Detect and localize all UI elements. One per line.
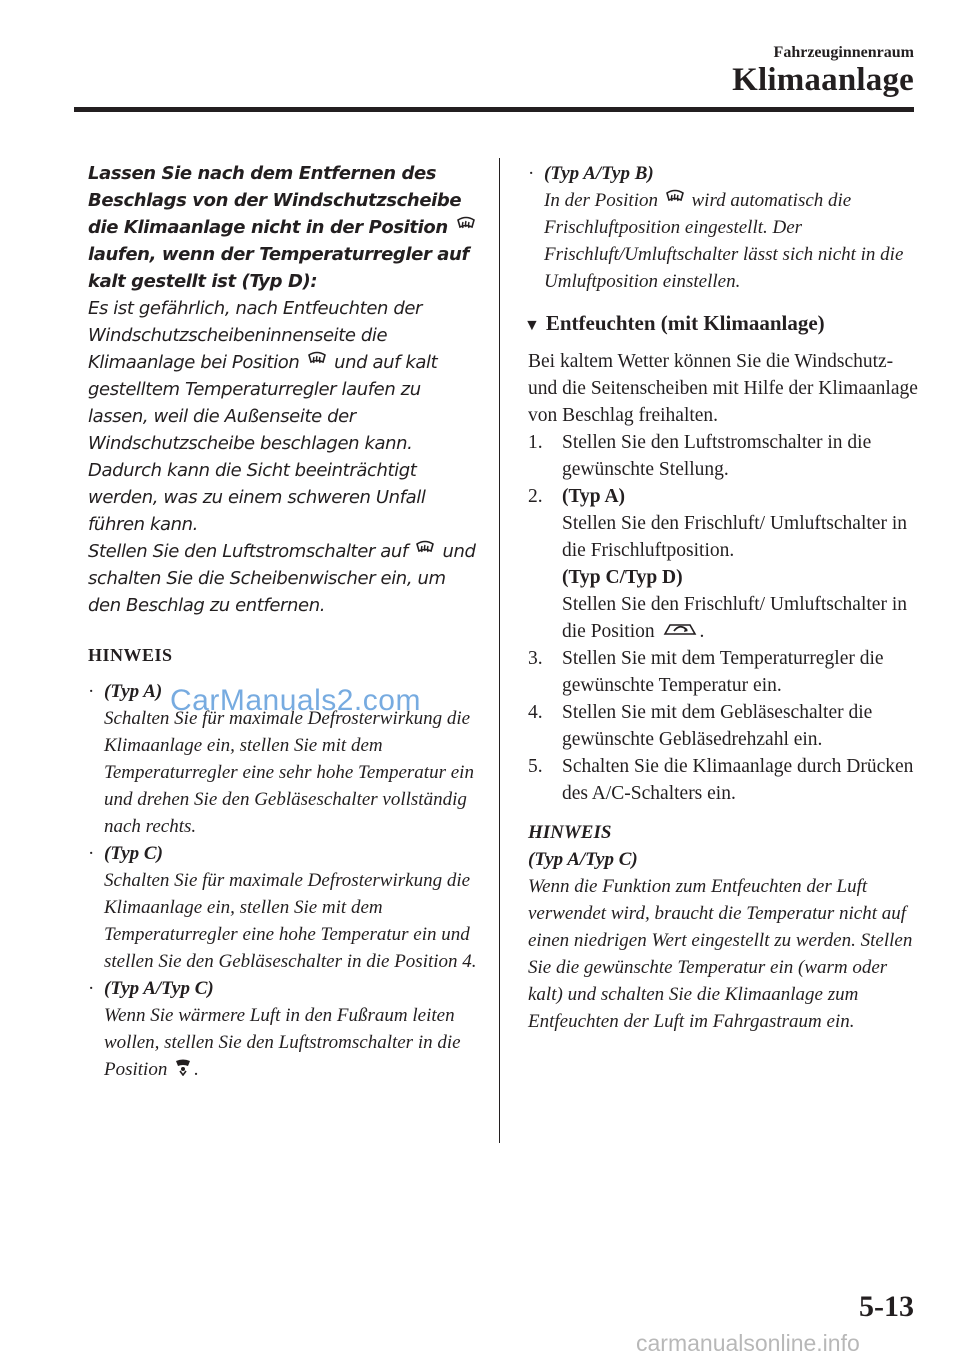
- list-item: · (Typ A) Schalten Sie für maximale Defrosterwirkung die Klimaanlage ein, stellen Sie mit dem Temperaturregler eine sehr hohe Temperatur ein und drehen Sie den Gebläseschalter vollständig nach rechts.: [88, 681, 474, 837]
- list-item: · (Typ C) Schalten Sie für maximale Defrosterwirkung die Klimaanlage ein, stellen Sie mit dem Temperaturregler eine hohe Temperatur ein und stellen Sie den Gebläseschalter in die Position 4.: [88, 843, 477, 972]
- column-divider: [499, 158, 500, 1143]
- windshield-defroster-icon: [307, 351, 327, 369]
- warning-block: [88, 160, 483, 619]
- page-number: 5-13: [859, 1290, 914, 1323]
- step-item: 5. Schalten Sie die Klimaanlage durch Drücken des A/C-Schalters ein.: [528, 756, 914, 804]
- note-subtitle: (Typ A/Typ C): [528, 849, 638, 870]
- note-title: HINWEIS: [88, 645, 173, 665]
- windshield-defroster-icon: [665, 189, 685, 207]
- floor-defrost-icon: [174, 1058, 192, 1076]
- watermark: CarManuals2.com: [170, 684, 421, 717]
- step-item: 4. Stellen Sie mit dem Gebläseschalter die gewünschte Gebläsedrehzahl ein.: [528, 702, 873, 750]
- warning-text-1: Es ist gefährlich, nach Entfeuchten der Windschutzscheibeninnenseite die Klimaanlage bei Position und auf kalt gestelltem Temperaturregler laufen zu lassen, weil die Außenseite der Windschutzscheibe beschlagen kann. Dadurch kann die Sicht beeinträchtigt werden, was zu einem schweren Unfall führen kann.: [88, 298, 438, 535]
- recirculation-icon: [662, 620, 698, 638]
- note-title: HINWEIS: [528, 822, 612, 843]
- section-intro: Bei kaltem Wetter können Sie die Windschutz- und die Seitenscheiben mit Hilfe der Klimaanlage von Beschlag freihalten.: [528, 351, 918, 426]
- note-block-2: [528, 819, 923, 1035]
- warning-heading: Lassen Sie nach dem Entfernen des Beschlags von der Windschutzscheibe die Klimaanlage nicht in der Position laufen, wenn der Temperaturregler auf kalt gestellt ist (Typ D):: [88, 160, 483, 295]
- note-list-continued: [528, 160, 923, 295]
- note-list: [88, 678, 483, 1083]
- right-column: [524, 160, 923, 1035]
- windshield-defroster-icon: [456, 216, 476, 234]
- warning-text-2: Stellen Sie den Luftstromschalter auf und schalten Sie die Scheibenwischer ein, um den Beschlag zu entfernen.: [88, 541, 476, 616]
- step-item: 1. Stellen Sie den Luftstromschalter in die gewünschte Stellung.: [528, 432, 872, 480]
- steps-list: [528, 429, 923, 807]
- header-rule: [74, 107, 914, 112]
- triangle-down-icon: ▼: [524, 317, 540, 334]
- step-item: 3. Stellen Sie mit dem Temperaturregler die gewünschte Temperatur ein.: [528, 648, 884, 696]
- section-heading: ▼ Entfeuchten (mit Klimaanlage): [524, 311, 825, 335]
- windshield-defroster-icon: [415, 540, 435, 558]
- list-item: · (Typ A/Typ C) Wenn Sie wärmere Luft in den Fußraum leiten wollen, stellen Sie den Luftstromschalter in die Position .: [88, 978, 461, 1080]
- note-text: Wenn die Funktion zum Entfeuchten der Luft verwendet wird, braucht die Temperatur nicht auf einen niedrigen Wert eingestellt zu werden. Stellen Sie die gewünschte Temperatur ein (warm oder kalt) und schalten Sie die Klimaanlage zum Entfeuchten der Luft im Fahrgastraum ein.: [528, 876, 913, 1032]
- list-item: · (Typ A/Typ B) In der Position wird automatisch die Frischluftposition eingestellt. Der Frischluft/Umluftschalter lässt sich nicht in die Umluftposition einstellen.: [528, 163, 904, 292]
- page-title: Klimaanlage: [732, 62, 914, 98]
- step-item: 2. (Typ A) Stellen Sie den Frischluft/ Umluftschalter in die Frischluftposition. (Typ C/Typ D) Stellen Sie den Frischluft/ Umluftschalter in die Position .: [528, 486, 907, 642]
- footer-url: carmanualsonline.info: [636, 1330, 860, 1356]
- left-column: [88, 160, 483, 1083]
- header-section: Fahrzeuginnenraum: [773, 44, 914, 61]
